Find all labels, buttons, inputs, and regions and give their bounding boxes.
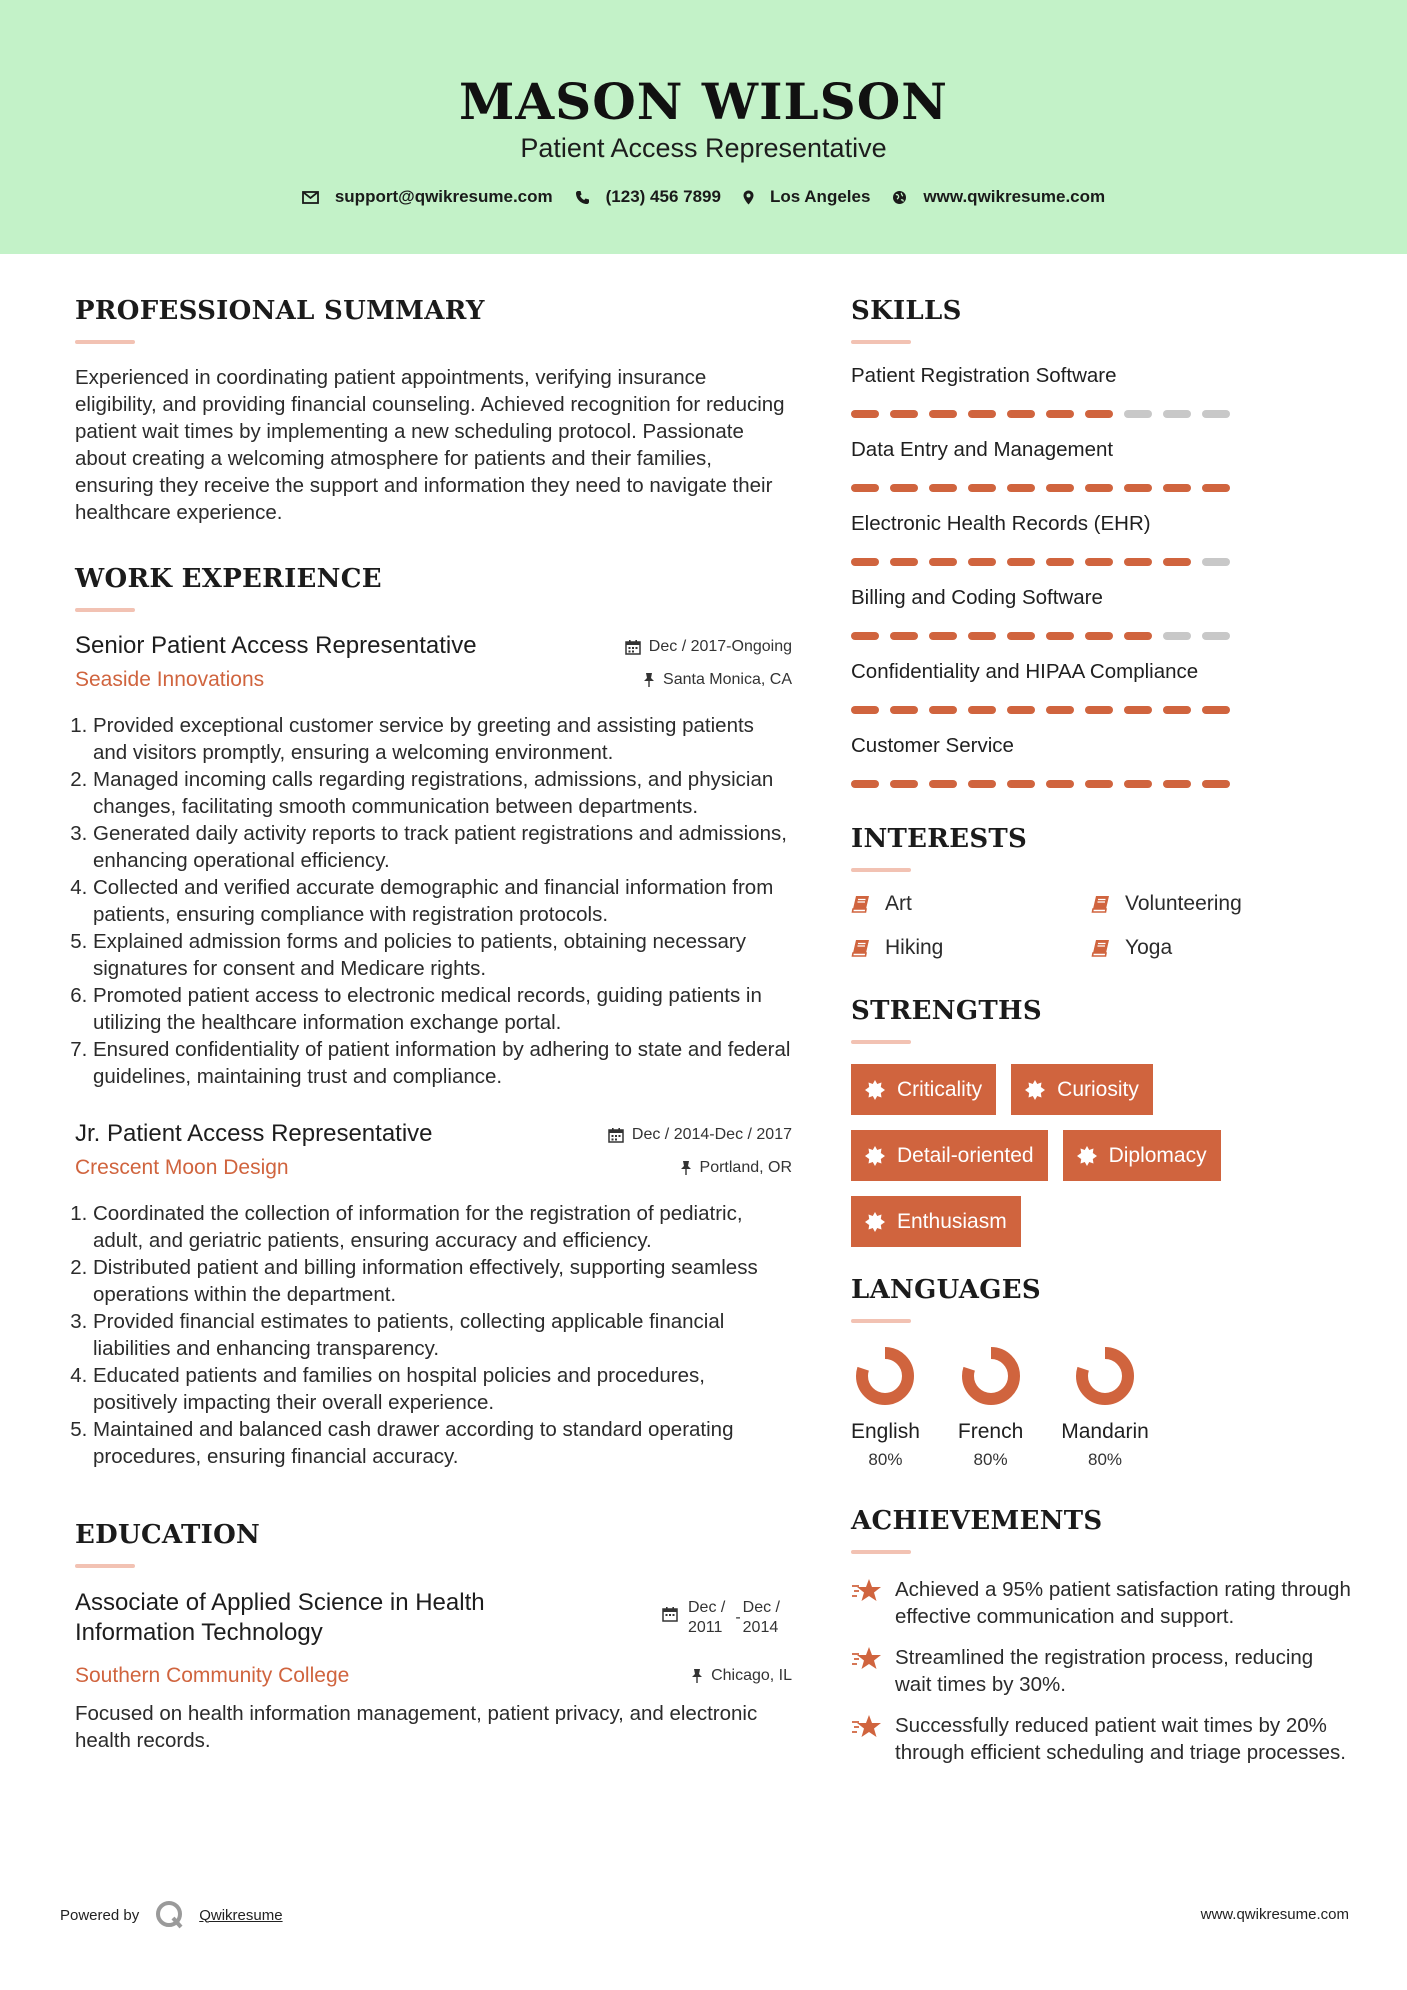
languages-heading: LANGUAGES [851, 1275, 1041, 1305]
duty-item: 4. Collected and verified accurate demographic and financial information from patients, ensuring compliance with registration protocols. [93, 874, 792, 928]
summary-heading: PROFESSIONAL SUMMARY [75, 296, 485, 326]
section-divider [851, 1040, 911, 1044]
skill-dash-filled [1046, 484, 1074, 492]
skill-level-bar [851, 780, 1351, 788]
footer-powered-by [60, 1900, 283, 1930]
contact-row [0, 187, 1407, 207]
star-icon [851, 1578, 883, 1604]
strength-label: Criticality [897, 1077, 983, 1101]
skill-dash-filled [968, 780, 996, 788]
skill-dash-filled [1046, 410, 1074, 418]
website-text: www.qwikresume.com [923, 187, 1106, 206]
skill-dash-filled [1085, 558, 1113, 566]
strengths-section [851, 996, 1351, 1247]
education-heading: EDUCATION [75, 1520, 261, 1550]
job-date-text: Dec / 2014-Dec / 2017 [631, 1126, 792, 1143]
skill-dash-filled [890, 706, 918, 714]
skill-dash-filled [929, 780, 957, 788]
qwikresume-logo-icon [155, 1900, 185, 1930]
duty-item: 3. Provided financial estimates to patients, collecting applicable financial liabilities and enhancing transparency. [93, 1308, 792, 1362]
calendar-icon [662, 1606, 678, 1622]
skill-dash-filled [929, 632, 957, 640]
skill-name: Data Entry and Management [851, 438, 1114, 461]
qwikresume-link[interactable]: Qwikresume [199, 1906, 283, 1924]
school-location-text: Chicago, IL [711, 1667, 792, 1684]
job-location [643, 671, 792, 689]
skill-dash-filled [1124, 780, 1152, 788]
interest-item [851, 936, 1091, 960]
book-icon [1091, 939, 1111, 957]
calendar-icon [608, 1127, 624, 1143]
skill-dash-filled [1124, 706, 1152, 714]
skill-dash-filled [851, 632, 879, 640]
skills-heading: SKILLS [851, 296, 962, 326]
job-date [625, 638, 792, 656]
footer-website[interactable]: www.qwikresume.com [1200, 1906, 1349, 1923]
badge-icon [1025, 1080, 1045, 1100]
location-text: Los Angeles [769, 187, 871, 206]
badge-icon [865, 1212, 885, 1232]
interest-label: Hiking [885, 936, 944, 959]
achievements-heading: ACHIEVEMENTS [851, 1506, 1103, 1536]
edu-end-year: 2014 [742, 1619, 779, 1636]
education-description: Focused on health information management, patient privacy, and electronic health records. [75, 1702, 758, 1752]
achievement-item [851, 1712, 1351, 1766]
language-name: French [957, 1420, 1024, 1443]
skill-dash-filled [1046, 780, 1074, 788]
interest-label: Volunteering [1125, 892, 1242, 915]
interest-item [851, 892, 1091, 916]
skill-dash-filled [1163, 484, 1191, 492]
education-section [75, 1520, 792, 1754]
language-ring-arc [1082, 1353, 1128, 1399]
skill-dash-filled [968, 484, 996, 492]
edu-date-separator: - [735, 1609, 741, 1626]
strengths-list [851, 1064, 1311, 1247]
contact-email[interactable] [302, 187, 553, 207]
skill-dash-filled [1007, 484, 1035, 492]
contact-phone[interactable] [575, 187, 721, 207]
company-name: Seaside Innovations [75, 668, 265, 691]
skill-dash-filled [1046, 632, 1074, 640]
skill-dash-empty [1163, 632, 1191, 640]
job-location-text: Portland, OR [699, 1159, 792, 1176]
language-ring [960, 1345, 1022, 1407]
duty-item: 1. Provided exceptional customer service by greeting and assisting patients and visitors promptly, ensuring a welcoming environment. [93, 712, 792, 766]
language-item [1061, 1345, 1149, 1470]
skill-name: Electronic Health Records (EHR) [851, 512, 1151, 535]
phone-text: (123) 456 7899 [605, 187, 721, 206]
duty-item: 5. Maintained and balanced cash drawer according to standard operating procedures, ensuring financial accuracy. [93, 1416, 792, 1470]
skill-dash-filled [1163, 706, 1191, 714]
section-divider [851, 1319, 911, 1323]
skill-dash-filled [1007, 706, 1035, 714]
skill-dash-filled [851, 706, 879, 714]
envelope-icon [302, 191, 319, 204]
skill-level-bar [851, 484, 1351, 492]
phone-icon [575, 190, 590, 205]
languages-list [851, 1345, 1351, 1470]
job-location-text: Santa Monica, CA [663, 671, 792, 688]
calendar-icon [625, 639, 641, 655]
skill-dash-filled [1085, 632, 1113, 640]
duty-item: 2. Distributed patient and billing information effectively, supporting seamless operations within the department. [93, 1254, 792, 1308]
skill-dash-filled [1124, 558, 1152, 566]
duty-item: 5. Explained admission forms and policies to patients, obtaining necessary signatures for consent and Medicare rights. [93, 928, 792, 982]
language-ring-arc [968, 1353, 1014, 1399]
education-dates [662, 1598, 780, 1638]
skill-dash-filled [968, 632, 996, 640]
skill-dash-filled [890, 632, 918, 640]
skills-section [851, 296, 1351, 788]
duty-item: 6. Promoted patient access to electronic medical records, guiding patients in utilizing the healthcare information exchange portal. [93, 982, 792, 1036]
strength-tag [1063, 1130, 1221, 1181]
skill-dash-filled [1085, 410, 1113, 418]
skill-item [851, 660, 1351, 714]
contact-location [743, 187, 870, 207]
strength-label: Enthusiasm [897, 1209, 1007, 1233]
skill-dash-filled [1007, 780, 1035, 788]
section-divider [851, 868, 911, 872]
interest-label: Art [885, 892, 912, 915]
skill-dash-filled [890, 484, 918, 492]
language-name: Mandarin [1061, 1420, 1149, 1443]
pushpin-icon [643, 672, 655, 688]
skill-dash-filled [929, 484, 957, 492]
interests-section [851, 824, 1351, 960]
language-percent: 80% [973, 1450, 1008, 1469]
skill-item [851, 586, 1351, 640]
book-icon [851, 939, 871, 957]
interest-label: Yoga [1125, 936, 1173, 959]
skill-level-bar [851, 632, 1351, 640]
job-location [680, 1159, 792, 1177]
language-item [851, 1345, 920, 1470]
skill-dash-filled [890, 410, 918, 418]
section-divider [851, 340, 911, 344]
duty-item: 1. Coordinated the collection of information for the registration of pediatric, adult, and geriatric patients, ensuring accuracy and efficiency. [93, 1200, 792, 1254]
achievement-text: Achieved a 95% patient satisfaction rating through effective communication and support. [895, 1578, 1351, 1628]
language-name: English [851, 1420, 920, 1443]
job-date [608, 1126, 792, 1144]
job-title: Senior Patient Access Representative [75, 632, 477, 659]
star-icon [851, 1714, 883, 1740]
edu-start-month: Dec / [687, 1599, 726, 1616]
skill-dash-filled [1202, 780, 1230, 788]
strength-label: Diplomacy [1108, 1143, 1207, 1167]
job-title: Jr. Patient Access Representative [75, 1120, 433, 1147]
achievements-list [851, 1576, 1351, 1766]
language-ring-arc [862, 1353, 908, 1399]
achievement-text: Streamlined the registration process, reducing wait times by 30%. [895, 1646, 1314, 1696]
edu-end-month: Dec / [742, 1599, 780, 1616]
skill-dash-filled [851, 558, 879, 566]
candidate-title: Patient Access Representative [520, 133, 887, 163]
skill-level-bar [851, 558, 1351, 566]
languages-section [851, 1275, 1351, 1470]
powered-by-label: Powered by [60, 1906, 140, 1924]
duty-item: 7. Ensured confidentiality of patient information by adhering to state and federal guidelines, maintaining trust and compliance. [93, 1036, 792, 1090]
section-divider [75, 1564, 135, 1568]
skill-dash-filled [1007, 558, 1035, 566]
summary-section [75, 296, 792, 526]
strength-tag [1011, 1064, 1153, 1115]
edu-start-year: 2011 [687, 1619, 723, 1636]
strength-tag [851, 1130, 1048, 1181]
skill-dash-filled [1007, 410, 1035, 418]
company-name: Crescent Moon Design [75, 1156, 289, 1179]
interest-item [1091, 892, 1331, 916]
school-name: Southern Community College [75, 1664, 350, 1687]
duty-list [75, 1200, 792, 1470]
skill-level-bar [851, 706, 1351, 714]
skill-dash-empty [1163, 410, 1191, 418]
skill-dash-empty [1202, 632, 1230, 640]
language-ring [854, 1345, 916, 1407]
skill-item [851, 364, 1351, 418]
skill-dash-filled [890, 780, 918, 788]
section-divider [75, 340, 135, 344]
section-divider [75, 608, 135, 612]
school-location [691, 1667, 792, 1685]
pushpin-icon [691, 1668, 703, 1684]
skill-dash-filled [968, 410, 996, 418]
skill-dash-filled [1007, 632, 1035, 640]
skill-dash-filled [1163, 780, 1191, 788]
skill-dash-filled [1163, 558, 1191, 566]
section-divider [851, 1550, 911, 1554]
resume-header [0, 0, 1407, 254]
candidate-name: MASON WILSON [459, 72, 948, 131]
skill-dash-filled [851, 410, 879, 418]
job-date-text: Dec / 2017-Ongoing [648, 638, 792, 655]
summary-text: Experienced in coordinating patient appointments, verifying insurance eligibility, and providing financial counseling. Achieved recognition for reducing patient wait times by implementing a new scheduling protocol. Passionate about creating a welcoming atmosphere for patients and their families, ensuring they receive the support and information they need to navigate their healthcare experience. [75, 366, 785, 524]
duty-item: 4. Educated patients and families on hospital policies and procedures, positively impacting their overall experience. [93, 1362, 792, 1416]
pushpin-icon [680, 1160, 692, 1176]
skill-dash-empty [1124, 410, 1152, 418]
skill-dash-filled [968, 706, 996, 714]
left-column [75, 296, 792, 1754]
skill-dash-filled [929, 410, 957, 418]
badge-icon [865, 1080, 885, 1100]
badge-icon [1077, 1146, 1097, 1166]
strength-tag [851, 1064, 996, 1115]
degree-title: Associate of Applied Science in Health Information Technology [75, 1589, 485, 1646]
skill-level-bar [851, 410, 1351, 418]
map-pin-icon [743, 190, 754, 205]
badge-icon [865, 1146, 885, 1166]
skill-dash-filled [929, 558, 957, 566]
achievement-item [851, 1644, 1351, 1698]
job-entry [75, 1120, 792, 1470]
skill-name: Billing and Coding Software [851, 586, 1103, 609]
strength-label: Curiosity [1057, 1077, 1139, 1101]
skill-dash-filled [1085, 706, 1113, 714]
experience-section [75, 564, 792, 1470]
interests-list [851, 892, 1351, 960]
skill-dash-filled [929, 706, 957, 714]
achievement-item [851, 1576, 1351, 1630]
duty-item: 2. Managed incoming calls regarding registrations, admissions, and physician changes, facilitating smooth communication between departments. [93, 766, 792, 820]
skill-dash-filled [1046, 706, 1074, 714]
skill-dash-filled [1202, 706, 1230, 714]
right-column [851, 296, 1351, 1766]
skill-dash-filled [1046, 558, 1074, 566]
strength-label: Detail-oriented [897, 1143, 1034, 1167]
duty-item: 3. Generated daily activity reports to track patient registrations and admissions, enhancing operational efficiency. [93, 820, 792, 874]
skill-item [851, 734, 1351, 788]
experience-heading: WORK EXPERIENCE [75, 564, 382, 594]
skill-dash-filled [851, 484, 879, 492]
skill-dash-empty [1202, 558, 1230, 566]
email-text: support@qwikresume.com [334, 187, 553, 206]
skill-name: Patient Registration Software [851, 364, 1117, 387]
skill-dash-filled [1202, 484, 1230, 492]
skill-dash-filled [1085, 484, 1113, 492]
achievements-section [851, 1506, 1351, 1766]
skill-dash-filled [968, 558, 996, 566]
contact-website[interactable] [892, 187, 1105, 207]
language-percent: 80% [868, 1450, 903, 1469]
skill-dash-filled [1124, 632, 1152, 640]
interest-item [1091, 936, 1331, 960]
interests-heading: INTERESTS [851, 824, 1028, 854]
skill-dash-filled [890, 558, 918, 566]
skill-dash-filled [851, 780, 879, 788]
language-ring [1074, 1345, 1136, 1407]
duty-list [75, 712, 792, 1090]
skill-item [851, 438, 1351, 492]
skill-item [851, 512, 1351, 566]
skills-list [851, 364, 1351, 788]
language-percent: 80% [1088, 1450, 1123, 1469]
book-icon [851, 895, 871, 913]
strength-tag [851, 1196, 1021, 1247]
skill-dash-filled [1124, 484, 1152, 492]
skill-name: Customer Service [851, 734, 1014, 757]
skill-dash-empty [1202, 410, 1230, 418]
skill-dash-filled [1085, 780, 1113, 788]
job-entry [75, 632, 792, 1090]
skill-name: Confidentiality and HIPAA Compliance [851, 660, 1199, 683]
language-item [958, 1345, 1023, 1470]
globe-icon [892, 190, 907, 205]
achievement-text: Successfully reduced patient wait times by 20% through efficient scheduling and triage processes. [895, 1714, 1346, 1764]
strengths-heading: STRENGTHS [851, 996, 1042, 1026]
book-icon [1091, 895, 1111, 913]
star-icon [851, 1646, 883, 1672]
